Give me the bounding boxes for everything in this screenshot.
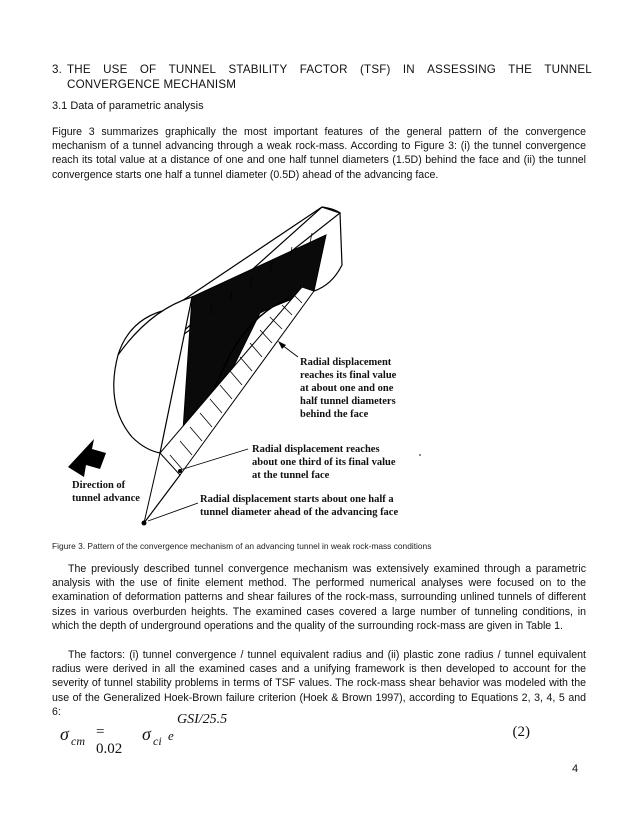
subsection-heading: 3.1 Data of parametric analysis [52,100,204,112]
section-heading-line1 [67,63,592,78]
heading-word: IN [402,63,415,76]
paragraph-3: The factors: (i) tunnel convergence / tunnel equivalent radius and (ii) plastic zone radius / tunnel equivalent radius were derived in all the examined cases and a unifying framework is then developed to account for the severity of tunnel stability problems in terms of TSF values. The rock-mass shear behavior was modeled with the use of the Generalized Hoek-Brown failure criterion (Hoek & Brown 1997), according to Equations 2, 3, 4, 5 and 6: [52,649,586,718]
heading-word: THE [67,63,91,76]
equation-number: (2) [512,724,530,740]
ahead-point [142,521,147,526]
heading-word: STABILITY [228,63,288,76]
heading-word: THE [508,63,533,76]
heading-word: USE [103,63,128,76]
figure-caption: Figure 3. Pattern of the convergence mechanism of an advancing tunnel in weak rock-mass conditions [52,541,432,551]
paragraph-2: The previously described tunnel convergence mechanism was extensively examined through a parametric analysis with the use of finite element method. The performed numerical analyses were focused on to the examination of deformation patterns and shear failures of the rock-mass, surrounding unlined tunnels of different sizes in various overburden heights. The examined cases covered a large number of tunneling conditions, in which the depth of underground operations and the quality of the surrounding rock-mass are given in Table 1. [52,563,586,632]
heading-word: ASSESSING [427,63,496,76]
figure-3 [60,205,440,535]
paragraph-1: Figure 3 summarizes graphically the most important features of the general pattern of the convergence mechanism of a tunnel advancing through a weak rock-mass. According to Figure 3: (i) the tunnel convergence reach its total value at a distance of one and one half tunnel diameters (1.5D) behind the face and (ii) the tunnel convergence starts one half a tunnel diameter (0.5D) ahead of the advancing face. [52,126,586,181]
page-number: 4 [572,763,579,775]
label-ahead-face: Radial displacement starts about one half a tunnel diameter ahead of the advancing face [200,494,399,518]
section-number: 3. [52,63,63,76]
section-heading-line2: CONVERGENCE MECHANISM [67,77,237,91]
heading-word: (TSF) [359,63,391,76]
label-behind-face: Radial displacement reaches its final value at about one and one half tunnel diameters behind the face [300,357,397,420]
equation-2: σ cm = 0.02 σ ci e GSI/25.5 (2) [60,712,530,757]
heading-word: TUNNEL [544,63,592,76]
heading-word: FACTOR [299,63,348,76]
label-at-face: Radial displacement reaches about one third of its final value at the tunnel face [252,444,396,481]
heading-word: TUNNEL [168,63,217,76]
label-direction: Direction of tunnel advance [72,480,140,504]
direction-arrow-icon [68,439,106,477]
tunnel-convergence-diagram [60,205,440,535]
leader-behind [282,345,298,357]
leader-ahead [148,503,198,521]
heading-word: OF [139,63,157,76]
